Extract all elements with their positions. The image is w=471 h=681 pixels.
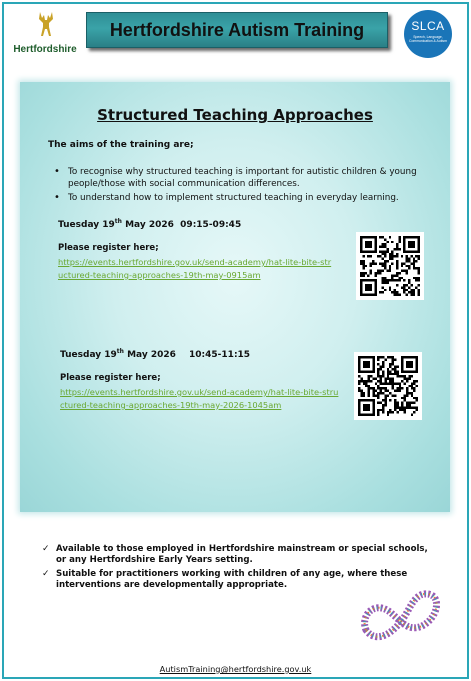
stag-icon: [34, 10, 58, 40]
session-month-year: May 2026: [125, 220, 174, 230]
checkmark-icon: ✓: [42, 544, 50, 554]
title-banner: [86, 12, 388, 48]
slca-abbrev: SLCA: [411, 19, 445, 33]
contact-email[interactable]: AutismTraining@hertfordshire.gov.uk: [159, 664, 312, 674]
page-title: Hertfordshire Autism Training: [109, 19, 365, 40]
eligibility-item: [42, 544, 432, 566]
register-label: Please register here;: [60, 373, 161, 383]
register-label: Please register here;: [58, 243, 159, 253]
session-2: [60, 348, 360, 412]
infinity-swirl-icon: [356, 586, 452, 650]
qr-code-icon: [356, 232, 424, 300]
qr-code-icon: [354, 352, 422, 420]
session-ordinal: th: [116, 348, 124, 355]
session-time: 10:45-11:15: [189, 350, 251, 360]
logo-text: Hertfordshire: [13, 44, 77, 55]
session-date: [58, 218, 358, 230]
training-card: [20, 82, 450, 512]
card-title: Structured Teaching Approaches: [97, 106, 373, 124]
session-date: [60, 348, 360, 360]
register-link[interactable]: https://events.hertfordshire.gov.uk/send-academy/hat-lite-bite-structured-teaching-approaches-19th-may-0915am: [58, 257, 332, 280]
slca-badge: [404, 10, 452, 58]
aim-item: • To understand how to implement structured teaching in everyday learning.: [54, 192, 444, 204]
eligibility-text: Suitable for practitioners working with children of any age, where these interventions are developmentally appropriate.: [56, 569, 408, 590]
session-time: 09:15-09:45: [180, 220, 242, 230]
register-link[interactable]: https://events.hertfordshire.gov.uk/send-academy/hat-lite-bite-structured-teaching-approaches-19th-may-2026-1045am: [60, 387, 339, 410]
aims-list: [54, 166, 444, 206]
session-day: Tuesday 19: [60, 350, 117, 360]
hertfordshire-logo: [10, 10, 80, 58]
session-1: [58, 218, 358, 282]
eligibility-text: Available to those employed in Hertfordshire mainstream or special schools, or any Hertfordshire Early Years setting.: [56, 544, 428, 565]
session-day: Tuesday 19: [58, 220, 115, 230]
checkmark-icon: ✓: [42, 569, 50, 579]
session-ordinal: th: [114, 218, 122, 225]
aim-item: • To recognise why structured teaching is important for autistic children & young people/those with social communication differences.: [54, 166, 444, 190]
session-month-year: May 2026: [127, 350, 176, 360]
aims-heading: The aims of the training are;: [48, 140, 194, 150]
slca-subtext: Speech, Language, Communication & Autism: [409, 35, 447, 43]
